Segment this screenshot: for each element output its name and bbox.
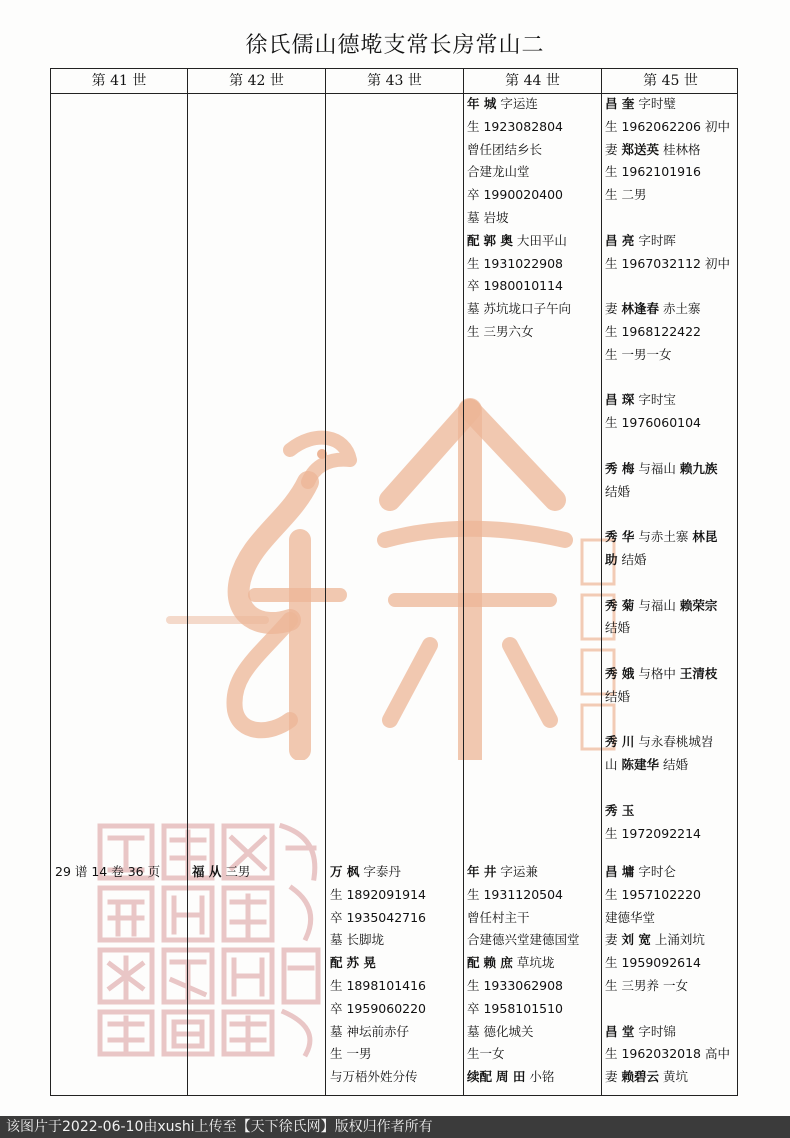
wife-birth: 生 1962101916 bbox=[605, 164, 702, 180]
husband-name: 王清枝 bbox=[679, 665, 718, 681]
courtesy-name: 字时仑 bbox=[638, 864, 676, 879]
children-note: 生 一男一女 bbox=[605, 346, 672, 362]
column-divider bbox=[187, 69, 188, 1095]
spouse-prefix: 配 bbox=[467, 955, 480, 971]
daughter-name: 秀 华 bbox=[605, 529, 635, 545]
genealogy-table bbox=[50, 68, 738, 1096]
birth-date: 生 1962032018 高中 bbox=[605, 1046, 730, 1062]
second-spouse-prefix: 续配 bbox=[467, 1069, 493, 1085]
lower-gen42-entry bbox=[192, 861, 322, 884]
wife-origin: 上涌刘坑 bbox=[654, 932, 705, 948]
person-name: 昌 琛 bbox=[605, 392, 635, 408]
spouse-origin: 草坑垅 bbox=[516, 955, 555, 971]
wife-origin: 桂林格 bbox=[663, 141, 701, 157]
spouse-tomb: 墓 神坛前赤仔 bbox=[330, 1023, 409, 1039]
person-name: 昌 堂 bbox=[605, 1023, 635, 1039]
second-spouse-origin: 小铭 bbox=[529, 1069, 555, 1085]
marriage-place: 与福山 bbox=[638, 597, 676, 613]
wife-name: 郑送英 bbox=[621, 141, 660, 157]
marriage-note: 结婚 bbox=[605, 688, 631, 704]
upper-gen45-entries bbox=[605, 93, 737, 845]
birth-date: 生 1923082804 bbox=[467, 118, 564, 134]
wife-prefix: 妻 bbox=[605, 301, 618, 317]
column-divider bbox=[325, 69, 326, 1095]
courtesy-name: 字泰丹 bbox=[363, 864, 401, 879]
marriage-note: 结婚 bbox=[605, 483, 631, 499]
column-divider bbox=[463, 69, 464, 1095]
person-name: 昌 亮 bbox=[605, 232, 635, 248]
second-spouse-name: 周 田 bbox=[496, 1069, 526, 1085]
husband-name: 陈建华 bbox=[621, 757, 660, 773]
courtesy-name: 字时锦 bbox=[638, 1023, 676, 1039]
children-note: 生 二男 bbox=[605, 187, 647, 203]
courtesy-name: 字时宝 bbox=[638, 392, 676, 408]
husband-name: 赖九族 bbox=[679, 460, 718, 476]
children-note: 生一女 bbox=[467, 1046, 505, 1062]
daughter-name: 秀 梅 bbox=[605, 460, 635, 476]
spouse-tomb: 墓 苏坑垅口子午向 bbox=[467, 301, 571, 317]
marriage-place-cont: 山 bbox=[605, 757, 618, 773]
person-name: 昌 墉 bbox=[605, 864, 635, 879]
page-title: 徐氏儒山德墘支常长房常山二 bbox=[245, 33, 545, 58]
person-name: 福 从 bbox=[192, 864, 222, 879]
wife-origin: 赤土寨 bbox=[663, 301, 701, 317]
spouse-prefix: 配 bbox=[330, 955, 343, 971]
record-reference: 29 谱 14 卷 36 页 bbox=[55, 864, 161, 879]
marriage-note: 结婚 bbox=[605, 620, 631, 636]
marriage-place: 与格中 bbox=[638, 665, 676, 681]
spouse-birth: 生 1931022908 bbox=[467, 255, 564, 271]
lower-gen43-entry bbox=[330, 861, 460, 1089]
courtesy-name: 字时璧 bbox=[638, 96, 676, 111]
birth-date: 生 1976060104 bbox=[605, 415, 702, 431]
birth-date: 生 1957102220 bbox=[605, 886, 702, 902]
tomb-location: 墓 岩坡 bbox=[467, 209, 509, 225]
generation-header-43: 第 43 世 bbox=[367, 73, 422, 89]
person-name: 年 城 bbox=[467, 96, 497, 111]
tomb-location: 墓 长脚垅 bbox=[330, 932, 384, 948]
spouse-name: 赖 庶 bbox=[483, 955, 513, 971]
death-date: 卒 1990020400 bbox=[467, 187, 564, 203]
spouse-origin: 大田平山 bbox=[516, 232, 567, 248]
spouse-name: 苏 晃 bbox=[346, 955, 376, 971]
daughter-name: 秀 菊 bbox=[605, 597, 635, 613]
husband-name-cont: 助 bbox=[605, 551, 618, 567]
lineage-note: 与万梧外姓分传 bbox=[330, 1069, 418, 1085]
spouse-death: 卒 1958101510 bbox=[467, 1000, 564, 1016]
generation-header-41: 第 41 世 bbox=[91, 73, 147, 89]
marriage-note: 结婚 bbox=[621, 551, 647, 567]
lower-gen41-entry bbox=[55, 861, 185, 884]
wife-name: 林逢春 bbox=[621, 301, 660, 317]
wife-name: 刘 宽 bbox=[621, 932, 651, 948]
generation-header-44: 第 44 世 bbox=[505, 73, 560, 89]
birth-date: 生 1962062206 初中 bbox=[605, 118, 730, 134]
built-note: 建德华堂 bbox=[605, 909, 656, 925]
sons-note: 三男 bbox=[225, 864, 251, 879]
wife-prefix: 妻 bbox=[605, 1069, 618, 1085]
marriage-note: 结婚 bbox=[663, 757, 689, 773]
generation-header-45: 第 45 世 bbox=[643, 73, 698, 89]
birth-date: 生 1931120504 bbox=[467, 886, 564, 902]
spouse-birth: 生 1933062908 bbox=[467, 977, 564, 993]
wife-birth: 生 1959092614 bbox=[605, 955, 702, 971]
copyright-footer: 该图片于2022-06-10由xushi上传至【天下徐氏网】版权归作者所有 bbox=[0, 1116, 790, 1138]
daughter-name: 秀 娥 bbox=[605, 665, 635, 681]
children-note: 生 一男 bbox=[330, 1046, 372, 1062]
lower-gen45-entries bbox=[605, 861, 737, 1089]
office-note: 曾任村主干 bbox=[467, 909, 530, 925]
built-note: 合建龙山堂 bbox=[467, 164, 530, 180]
spouse-birth: 生 1898101416 bbox=[330, 977, 427, 993]
spouse-death: 卒 1980010114 bbox=[467, 278, 564, 294]
marriage-place: 与赤土寨 bbox=[638, 529, 689, 545]
built-note: 合建德兴堂建德国堂 bbox=[467, 932, 580, 948]
wife-origin: 黄坑 bbox=[663, 1069, 689, 1085]
courtesy-name: 字运兼 bbox=[500, 864, 538, 879]
marriage-place: 与永春桃城岧 bbox=[638, 734, 714, 750]
column-divider bbox=[601, 69, 602, 1095]
generation-header-42: 第 42 世 bbox=[229, 73, 284, 89]
daughter-name: 秀 玉 bbox=[605, 802, 635, 818]
husband-name: 林昆 bbox=[692, 529, 718, 545]
courtesy-name: 字运连 bbox=[500, 96, 538, 111]
birth-date: 生 1892091914 bbox=[330, 886, 427, 902]
birth-date: 生 1972092214 bbox=[605, 825, 702, 841]
person-name: 万 枫 bbox=[330, 864, 360, 879]
spouse-name: 郭 奥 bbox=[483, 232, 513, 248]
birth-date: 生 1967032112 初中 bbox=[605, 255, 730, 271]
marriage-place: 与福山 bbox=[638, 460, 676, 476]
office-note: 曾任团结乡长 bbox=[467, 141, 543, 157]
wife-name: 赖碧云 bbox=[621, 1069, 660, 1085]
wife-prefix: 妻 bbox=[605, 932, 618, 948]
daughter-name: 秀 川 bbox=[605, 734, 635, 750]
husband-name: 赖荣宗 bbox=[679, 597, 718, 613]
person-name: 年 井 bbox=[467, 864, 497, 879]
wife-prefix: 妻 bbox=[605, 141, 618, 157]
wife-birth: 生 1968122422 bbox=[605, 323, 702, 339]
person-name: 昌 奎 bbox=[605, 96, 635, 111]
courtesy-name: 字时晖 bbox=[638, 232, 676, 248]
spouse-death: 卒 1959060220 bbox=[330, 1000, 427, 1016]
children-note: 生 三男六女 bbox=[467, 323, 534, 339]
lower-gen44-entry bbox=[467, 861, 599, 1089]
spouse-prefix: 配 bbox=[467, 232, 480, 248]
death-date: 卒 1935042716 bbox=[330, 909, 427, 925]
upper-gen44-entry bbox=[467, 93, 599, 344]
children-note: 生 三男养 一女 bbox=[605, 977, 688, 993]
spouse-tomb: 墓 德化城关 bbox=[467, 1023, 534, 1039]
